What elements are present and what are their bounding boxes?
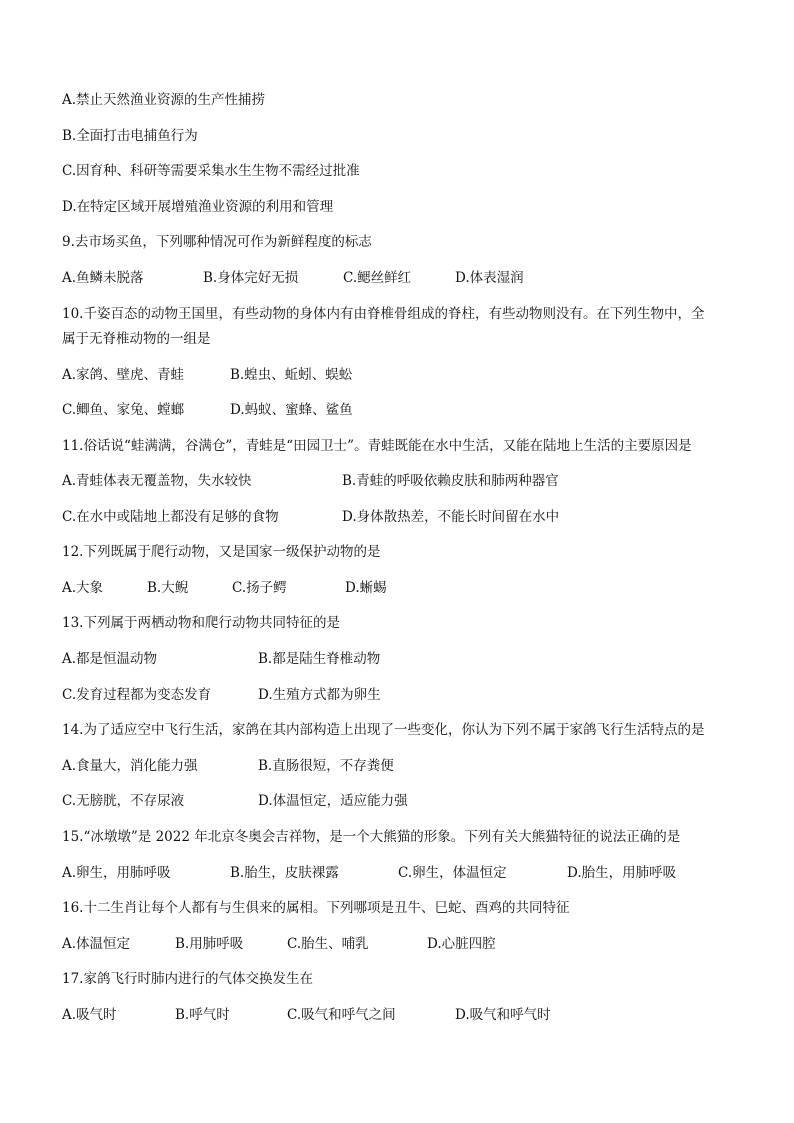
- q12-option-a: A.大象: [62, 580, 104, 596]
- q15-option-b: B.胎生，皮肤裸露: [230, 865, 339, 881]
- q15-option-d: D.胎生，用肺呼吸: [567, 865, 677, 881]
- q10-stem-line1: 10.千姿百态的动物王国里，有些动物的身体内有由脊椎骨组成的脊柱，有些动物则没有。在下列生物中，全: [62, 306, 705, 322]
- q10-stem-line2: 属于无脊椎动物的一组是: [62, 331, 211, 347]
- q11-option-a: A.青蛙体表无覆盖物，失水较快: [62, 473, 252, 489]
- q16-option-c: C.胎生、哺乳: [287, 936, 369, 952]
- q16-stem: 16.十二生肖让每个人都有与生俱来的属相。下列哪项是丑牛、巳蛇、酉鸡的共同特征: [62, 900, 570, 916]
- q16-option-d: D.心脏四腔: [427, 936, 496, 952]
- q13-option-c: C.发育过程都为变态发育: [62, 687, 212, 703]
- q14-option-d: D.体温恒定，适应能力强: [258, 793, 408, 809]
- q9-stem: 9.去市场买鱼，下列哪种情况可作为新鲜程度的标志: [62, 234, 372, 250]
- q14-stem: 14.为了适应空中飞行生活，家鸽在其内部构造上出现了一些变化，你认为下列不属于家鸽飞行生活特点的是: [62, 722, 705, 738]
- q11-option-b: B.青蛙的呼吸依赖皮肤和肺两种器官: [342, 473, 559, 489]
- q15-stem: 15.“冰墩墩”是 2022 年北京冬奥会吉祥物，是一个大熊猫的形象。下列有关大熊猫特征的说法正确的是: [62, 829, 681, 845]
- q16-option-a: A.体温恒定: [62, 936, 131, 952]
- q10-option-b: B.蝗虫、蚯蚓、蜈蚣: [230, 367, 353, 383]
- q11-option-c: C.在水中或陆地上都没有足够的食物: [62, 509, 279, 525]
- q8-option-d: D.在特定区域开展增殖渔业资源的利用和管理: [62, 199, 334, 215]
- q14-option-b: B.直肠很短，不存粪便: [258, 758, 394, 774]
- q13-option-d: D.生殖方式都为卵生: [258, 687, 381, 703]
- q10-option-a: A.家鸽、壁虎、青蛙: [62, 367, 185, 383]
- q17-stem: 17.家鸽飞行时肺内进行的气体交换发生在: [62, 971, 313, 987]
- q13-stem: 13.下列属于两栖动物和爬行动物共同特征的是: [62, 615, 340, 631]
- q8-option-a: A.禁止天然渔业资源的生产性捕捞: [62, 92, 266, 108]
- q14-option-a: A.食量大，消化能力强: [62, 758, 198, 774]
- q8-option-c: C.因育种、科研等需要采集水生生物不需经过批准: [62, 163, 360, 179]
- q17-option-a: A.吸气时: [62, 1007, 117, 1023]
- q12-option-c: C.扬子鳄: [232, 580, 287, 596]
- q13-option-b: B.都是陆生脊椎动物: [258, 651, 381, 667]
- q15-option-a: A.卵生，用肺呼吸: [62, 865, 171, 881]
- q10-option-d: D.蚂蚁、蜜蜂、鲨鱼: [230, 402, 353, 418]
- q11-option-d: D.身体散热差，不能长时间留在水中: [342, 509, 560, 525]
- q17-option-c: C.吸气和呼气之间: [287, 1007, 396, 1023]
- q15-option-c: C.卵生，体温恒定: [398, 865, 507, 881]
- q13-option-a: A.都是恒温动物: [62, 651, 158, 667]
- q12-option-b: B.大鲵: [147, 580, 189, 596]
- q12-stem: 12.下列既属于爬行动物，又是国家一级保护动物的是: [62, 544, 381, 560]
- q16-option-b: B.用肺呼吸: [175, 936, 244, 952]
- q8-option-b: B.全面打击电捕鱼行为: [62, 128, 198, 144]
- q17-option-d: D.吸气和呼气时: [455, 1007, 551, 1023]
- q9-option-b: B.身体完好无损: [203, 270, 299, 286]
- q11-stem: 11.俗话说“蛙满满，谷满仓”，青蛙是“田园卫士”。青蛙既能在水中生活，又能在陆地上生活的主要原因是: [62, 438, 692, 454]
- q14-option-c: C.无膀胱，不存尿液: [62, 793, 185, 809]
- q9-option-c: C.鳃丝鲜红: [343, 270, 412, 286]
- q9-option-d: D.体表湿润: [455, 270, 524, 286]
- q10-option-c: C.鲫鱼、家兔、螳螂: [62, 402, 185, 418]
- q12-option-d: D.蜥蜴: [345, 580, 387, 596]
- q17-option-b: B.呼气时: [175, 1007, 230, 1023]
- q9-option-a: A.鱼鳞未脱落: [62, 270, 144, 286]
